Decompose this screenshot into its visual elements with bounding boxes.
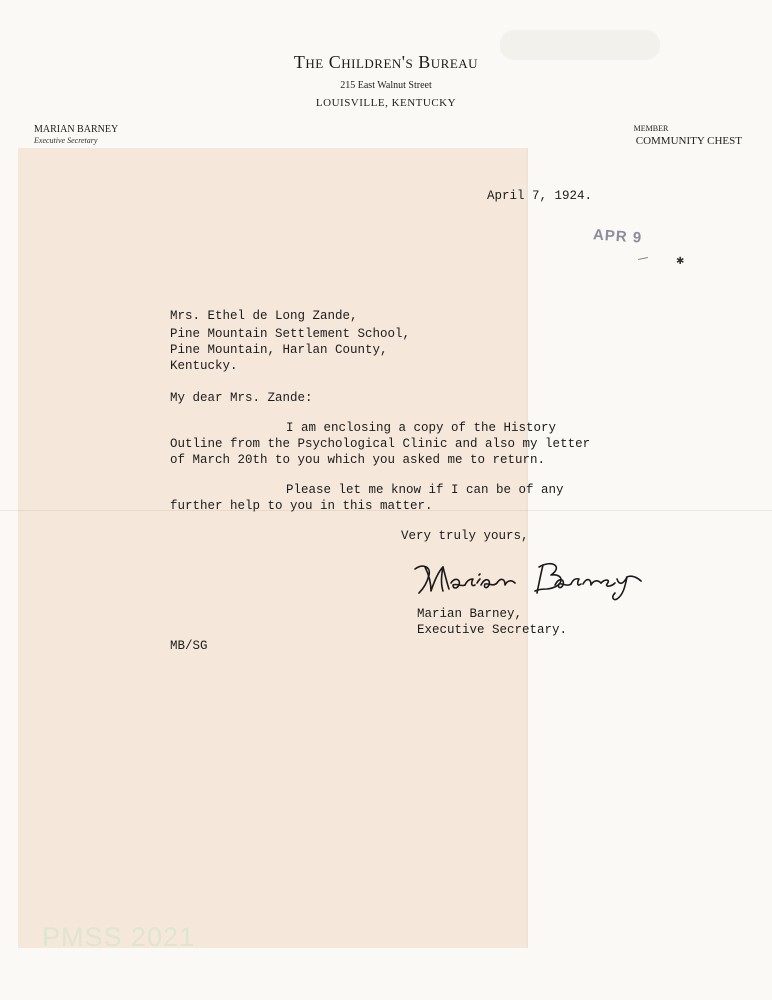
letterhead-executive-title: Executive Secretary [34,136,98,145]
paper-stain-edge [526,148,528,948]
letterhead-member-org: COMMUNITY CHEST [635,135,742,147]
body-line: Outline from the Psychological Clinic and also my letter [170,437,591,451]
recipient-line: Pine Mountain, Harlan County, [170,343,388,357]
reference-initials: MB/SG [170,639,208,653]
letter-date: April 7, 1924. [487,189,593,203]
handwritten-signature [405,553,660,603]
archive-watermark: PMSS 2021 [42,922,196,952]
letterhead-organization: The Children's Bureau [293,52,479,72]
letterhead-street: 215 East Walnut Street [340,80,432,91]
letterhead-city: LOUISVILLE, KENTUCKY [315,97,457,109]
recipient-line: Kentucky. [170,359,238,373]
stamp-star-icon: ✱ [676,256,685,267]
recipient-line: Pine Mountain Settlement School, [170,327,411,341]
closing: Very truly yours, [401,529,529,543]
body-line: further help to you in this matter. [170,499,433,513]
body-line: I am enclosing a copy of the History [286,421,557,435]
recipient-line: Mrs. Ethel de Long Zande, [170,309,358,323]
letterhead-member-label: MEMBER [633,124,669,133]
body-line: of March 20th to you which you asked me to return. [170,453,546,467]
body-line: Please let me know if I can be of any [286,483,564,497]
signer-title: Executive Secretary. [417,623,568,637]
letterhead-executive-name: MARIAN BARNEY [34,124,119,135]
salutation: My dear Mrs. Zande: [170,391,313,405]
signer-name: Marian Barney, [417,607,523,621]
paper-stain [18,148,526,948]
received-date-stamp: APR 9 [592,226,643,247]
